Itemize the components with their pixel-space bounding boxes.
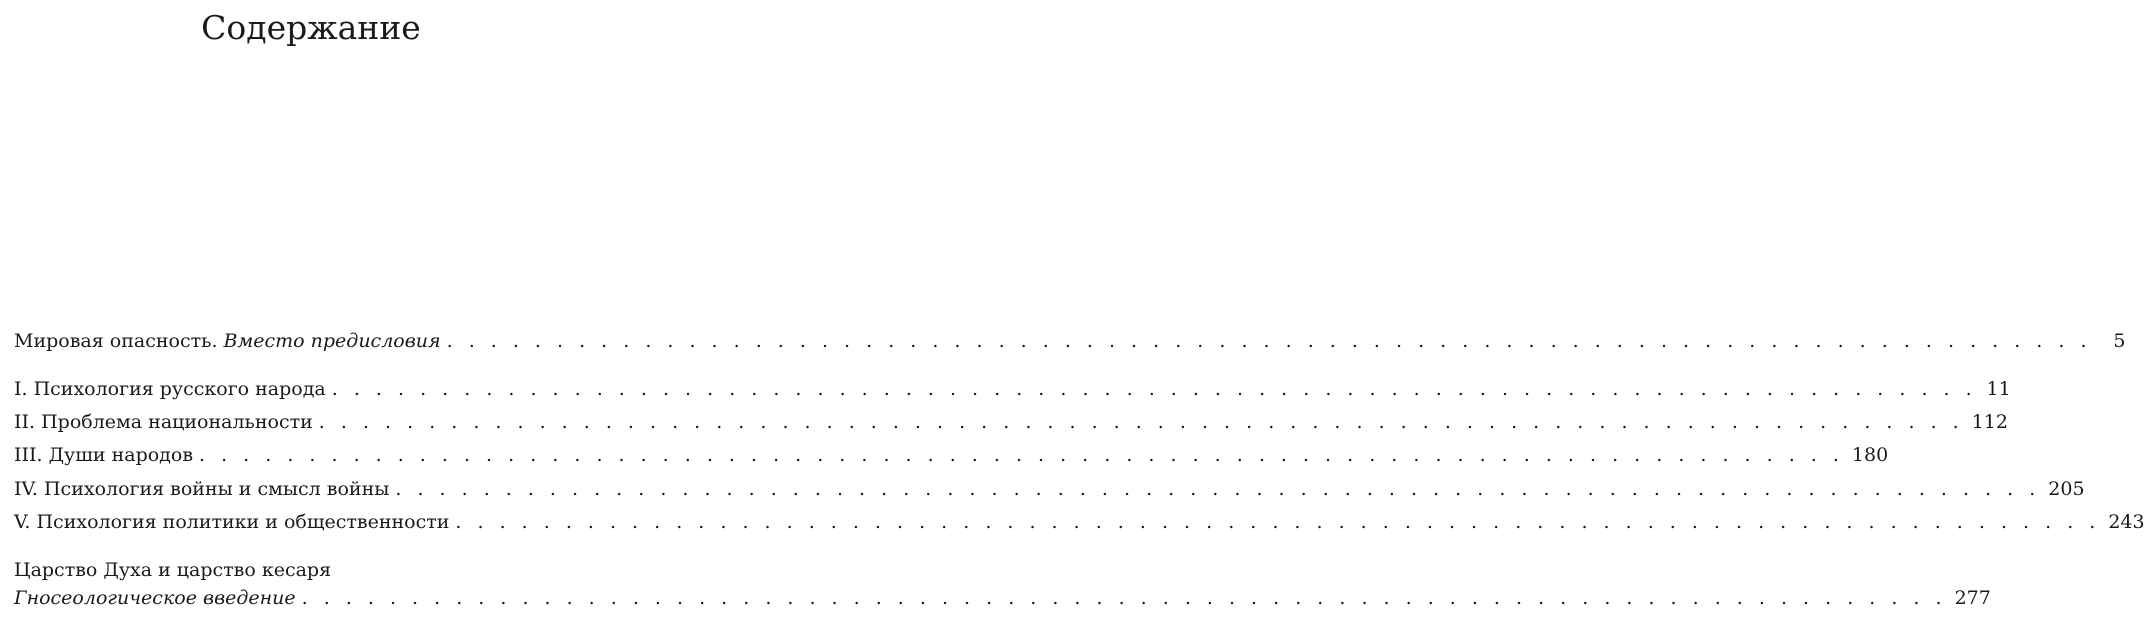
toc-entry-chapter-1 bbox=[14, 375, 2011, 403]
toc-entry-chapter-4 bbox=[14, 475, 2085, 503]
toc-leader-dots: . . . . . . . . . . . . . . . . . . . . . . . . . . . . . . . . . . . . . . . . . . . . . . . . . . . . . . . . . . . . . . . . . . . . . . . . . . . bbox=[446, 330, 2092, 352]
toc-leader-dots: . . . . . . . . . . . . . . . . . . . . . . . . . . . . . . . . . . . . . . . . . . . . . . . . . . . . . . . . . . . . . . . . . . . . . . . . . . . bbox=[199, 444, 1844, 466]
toc-entry-label: V. Психология политики и общественности bbox=[14, 511, 450, 533]
toc-page-number: 112 bbox=[1971, 411, 2008, 433]
toc-appendix-heading: Царство Духа и царство кесаря bbox=[14, 559, 332, 581]
toc-leader-dots: . . . . . . . . . . . . . . . . . . . . . . . . . . . . . . . . . . . . . . . . . . . . . . . . . . . . . . . . . . . . . . . . . . . . . . . . . . . bbox=[301, 587, 1947, 609]
toc-entry-label: II. Проблема национальности bbox=[14, 411, 313, 433]
toc-leader-dots: . . . . . . . . . . . . . . . . . . . . . . . . . . . . . . . . . . . . . . . . . . . . . . . . . . . . . . . . . . . . . . . . . . . . . . . . . . . bbox=[318, 411, 1964, 433]
toc-page-number: 180 bbox=[1851, 444, 1889, 466]
toc-entry-label-italic: Вместо предисловия bbox=[223, 330, 441, 352]
page-title: Содержание bbox=[201, 8, 421, 47]
toc-entry-label-italic: Гносеологическое введение bbox=[14, 587, 296, 609]
toc-page-number: 5 bbox=[2113, 330, 2126, 352]
toc-entry-label bbox=[14, 327, 441, 355]
toc-entry-label: III. Души народов bbox=[14, 444, 194, 466]
toc-page-number: 11 bbox=[1986, 378, 2011, 400]
toc-page-number: 205 bbox=[2048, 478, 2085, 500]
toc-leader-dots: . . . . . . . . . . . . . . . . . . . . . . . . . . . . . . . . . . . . . . . . . . . . . . . . . . . . . . . . . . . . . . . . . . . . . . . . . . . bbox=[331, 378, 1977, 400]
toc-entry-appendix bbox=[14, 584, 1991, 612]
toc-entry-label: IV. Психология войны и смысл войны bbox=[14, 478, 390, 500]
toc-leader-dots: . . . . . . . . . . . . . . . . . . . . . . . . . . . . . . . . . . . . . . . . . . . . . . . . . . . . . . . . . . . . . . . . . . . . . . . . . . . bbox=[455, 511, 2101, 533]
toc-entry-chapter-5 bbox=[14, 508, 2145, 536]
toc-leader-dots: . . . . . . . . . . . . . . . . . . . . . . . . . . . . . . . . . . . . . . . . . . . . . . . . . . . . . . . . . . . . . . . . . . . . . . . . . . . bbox=[395, 478, 2041, 500]
toc-entry-chapter-3 bbox=[14, 441, 1889, 469]
toc-entry-label-regular: Мировая опасность. bbox=[14, 330, 218, 352]
toc-entry-label: I. Психология русского народа bbox=[14, 378, 326, 400]
toc-page-number: 243 bbox=[2108, 511, 2145, 533]
toc-entry-foreword bbox=[14, 327, 2126, 355]
toc-page-number: 277 bbox=[1954, 587, 1991, 609]
toc-entry-chapter-2 bbox=[14, 408, 2008, 436]
